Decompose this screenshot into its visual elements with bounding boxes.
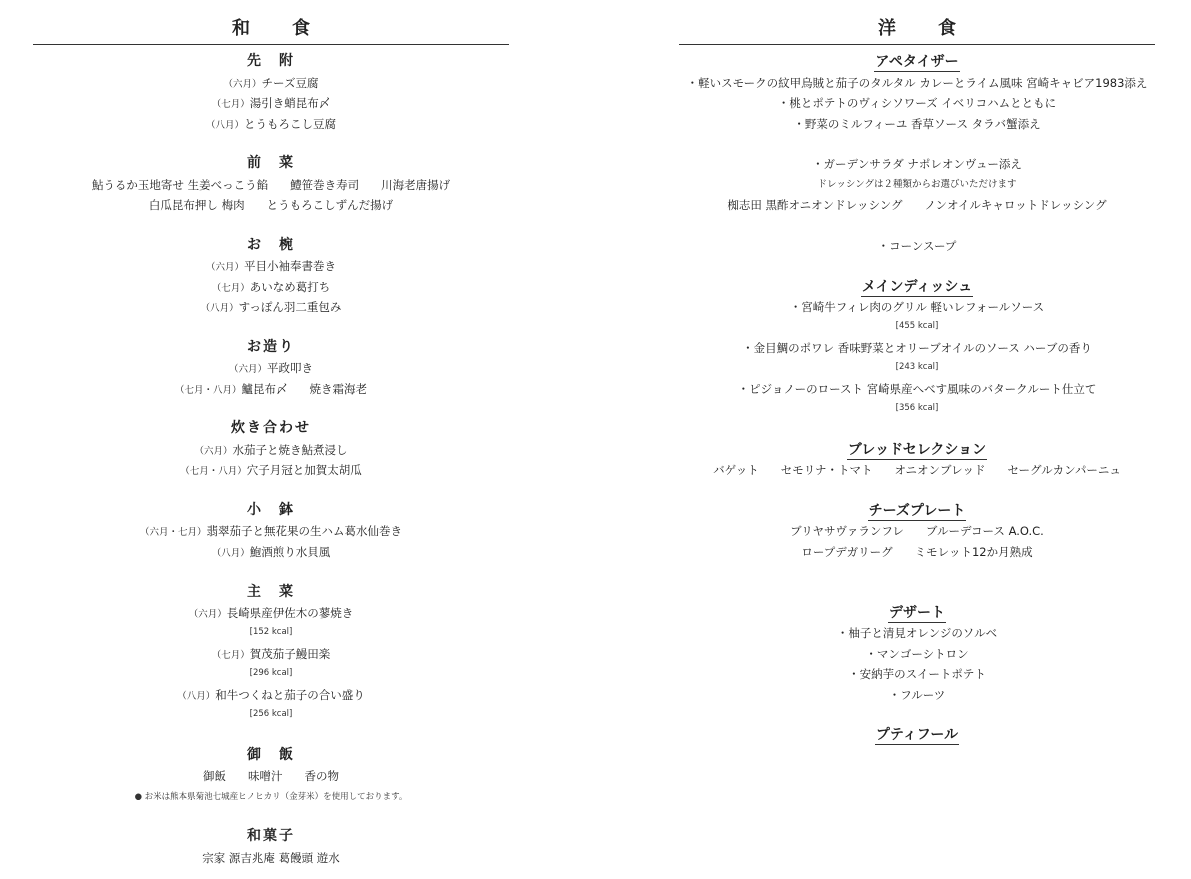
main-item: ・宮崎牛フィレ肉のグリル 軽いレフォールソース (789, 300, 1045, 314)
sakizuke-item: （六月）チーズ豆腐 (223, 76, 319, 90)
owan-heading: お 椀 (247, 237, 295, 253)
shusai-item: （六月）長崎県産伊佐木の蓼焼き (188, 606, 354, 620)
main-heading: メインディッシュ (861, 279, 973, 295)
bread-items: バゲット セモリナ・トマト オニオンブレッド セーグルカンパーニュ (713, 463, 1121, 477)
cheese-line: ブリヤサヴァランフレ ブルーデコース A.O.C. (790, 524, 1044, 538)
main-kcal: [356 kcal] (895, 403, 939, 413)
otsukuri-item: （六月）平政叩き (228, 361, 313, 375)
dessert-item: ・安納芋のスイートポテト (848, 667, 986, 681)
zensai-heading: 前 菜 (247, 155, 295, 171)
owan-item: （六月）平目小袖奉書巻き (205, 259, 336, 273)
zensai-line: 白瓜昆布押し 梅肉 とうもろこしずんだ揚げ (148, 198, 394, 212)
sakizuke-item: （七月）湯引き蛸昆布〆 (211, 96, 331, 110)
sakizuke-item: （八月）とうもろこし豆腐 (205, 117, 336, 131)
gohan-heading: 御 飯 (247, 747, 295, 763)
owan-item: （七月）あいなめ葛打ち (211, 280, 331, 294)
soup-item: ・コーンスープ (877, 239, 957, 253)
yoshoku-title-rule (679, 44, 1155, 45)
shusai-kcal: [256 kcal] (249, 709, 293, 719)
shusai-kcal: [296 kcal] (249, 668, 293, 678)
main-item: ・金目鯛のポワレ 香味野菜とオリーブオイルのソース ハーブの香り (742, 341, 1092, 355)
shusai-kcal: [152 kcal] (249, 627, 293, 637)
kobachi-item: （六月・七月）翡翠茄子と無花果の生ハム葛水仙巻き (139, 524, 402, 538)
yoshoku-title: 洋 食 (878, 18, 968, 39)
appetizer-item: ・野菜のミルフィーユ 香草ソース タラバ蟹添え (793, 117, 1041, 131)
cheese-heading: チーズプレート (868, 503, 966, 519)
shusai-heading: 主 菜 (247, 584, 295, 600)
takiawase-item: （六月）水茄子と焼き鮎煮浸し (194, 443, 348, 457)
salad-item: ・ガーデンサラダ ナポレオンヴュー添え (812, 157, 1022, 171)
gohan-items: 御飯 味噌汁 香の物 (203, 769, 339, 783)
zensai-line: 鮎うるか玉地寄せ 生姜べっこう餡 鱧笹巻き寿司 川海老唐揚げ (91, 178, 451, 192)
dessert-item: ・マンゴーシトロン (865, 647, 969, 661)
dessert-item: ・フルーツ (888, 688, 946, 702)
petit-four-heading: プティフール (875, 727, 959, 743)
appetizer-item: ・桃とポテトのヴィシソワーズ イベリコハムとともに (777, 96, 1057, 110)
dressing-note: ドレッシングは２種類からお選びいただけます (817, 179, 1017, 190)
dessert-heading: デザート (889, 605, 945, 621)
dessert-item: ・柚子と清見オレンジのソルベ (836, 626, 998, 640)
appetizer-item: ・軽いスモークの紋甲烏賊と茄子のタルタル カレーとライム風味 宮崎キャビア1983添え (686, 76, 1148, 90)
washoku-title-rule (33, 44, 509, 45)
takiawase-heading: 炊き合わせ (231, 420, 311, 436)
shusai-item: （七月）賀茂茄子鰻田楽 (211, 647, 331, 661)
main-kcal: [243 kcal] (895, 362, 939, 372)
kobachi-heading: 小 鉢 (247, 502, 295, 518)
dressing-options: 椥志田 黒酢オニオンドレッシング ノンオイルキャロットドレッシング (727, 198, 1107, 212)
shusai-item: （八月）和牛つくねと茄子の合い盛り (177, 688, 365, 702)
takiawase-item: （七月・八月）穴子月冠と加賀太胡瓜 (180, 463, 362, 477)
sakizuke-heading: 先 附 (247, 53, 295, 69)
wagashi-item: 宗家 源吉兆庵 葛饅頭 遊水 (202, 851, 340, 865)
owan-item: （八月）すっぽん羽二重包み (200, 300, 342, 314)
otsukuri-item: （七月・八月）鱸昆布〆 焼き霜海老 (174, 382, 367, 396)
cheese-line: ロープデガリーグ ミモレット12か月熟成 (801, 545, 1033, 559)
main-item: ・ピジョノーのロースト 宮崎県産へべす風味のバタークルート仕立て (737, 382, 1097, 396)
kobachi-item: （八月）鮑酒煎り水貝風 (211, 545, 331, 559)
rice-note: ● お米は熊本県菊池七城産ヒノヒカリ（金芽米）を使用しております。 (134, 792, 408, 802)
wagashi-heading: 和菓子 (247, 828, 295, 844)
washoku-title: 和 食 (232, 18, 322, 39)
bread-heading: ブレッドセレクション (847, 442, 987, 458)
main-kcal: [455 kcal] (895, 321, 939, 331)
otsukuri-heading: お造り (247, 339, 295, 355)
appetizer-heading: アペタイザー (875, 54, 959, 70)
